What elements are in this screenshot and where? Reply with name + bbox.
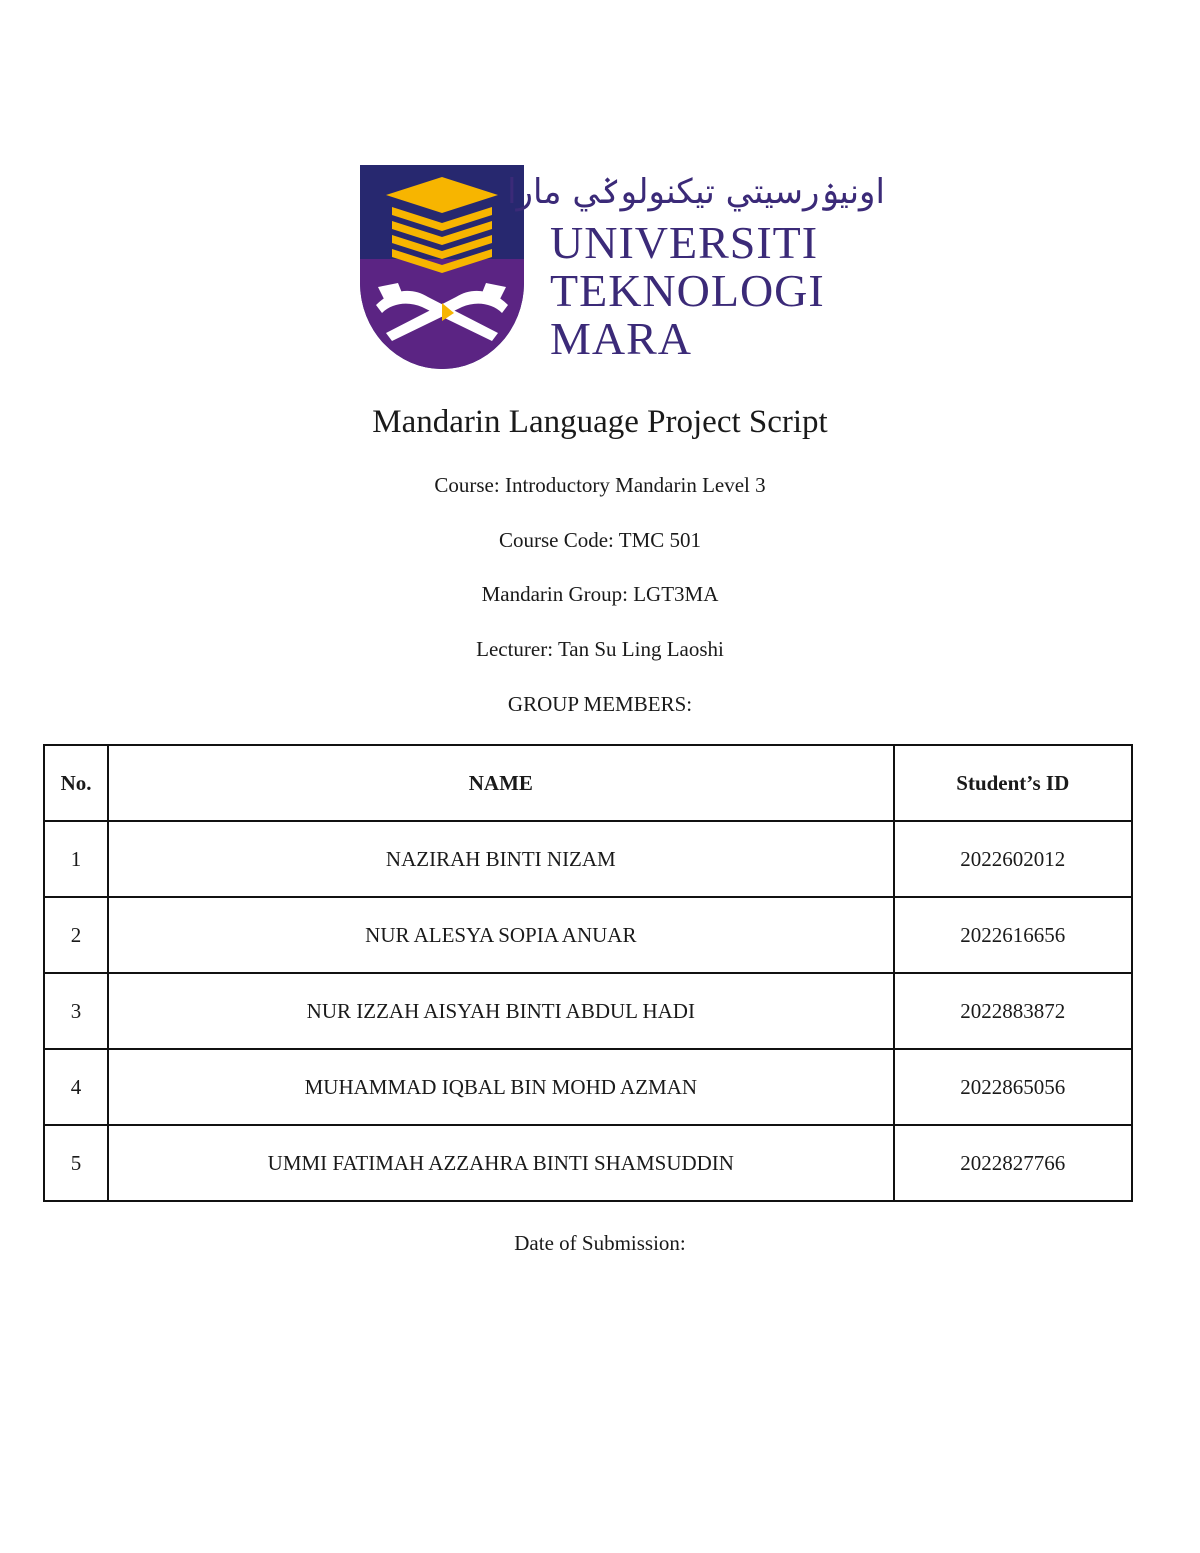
cell-name: UMMI FATIMAH AZZAHRA BINTI SHAMSUDDIN <box>108 1125 893 1201</box>
table-row <box>44 1125 1132 1201</box>
university-wordmark <box>550 219 825 363</box>
cell-no: 4 <box>44 1049 108 1125</box>
course-code-line: Course Code: TMC 501 <box>498 528 702 552</box>
table-row <box>44 973 1132 1049</box>
cell-name: MUHAMMAD IQBAL BIN MOHD AZMAN <box>108 1049 893 1125</box>
lecturer-line: Lecturer: Tan Su Ling Laoshi <box>476 637 724 661</box>
cell-name: NAZIRAH BINTI NIZAM <box>108 821 893 897</box>
wordmark-line-2: TEKNOLOGI <box>550 265 825 316</box>
cell-name: NUR IZZAH AISYAH BINTI ABDUL HADI <box>108 973 893 1049</box>
jawi-script-logo <box>507 163 885 215</box>
cell-no: 1 <box>44 821 108 897</box>
cell-no: 3 <box>44 973 108 1049</box>
mandarin-group-line: Mandarin Group: LGT3MA <box>481 582 719 606</box>
cell-no: 2 <box>44 897 108 973</box>
group-members-table <box>43 744 1133 1202</box>
cell-student-id: 2022865056 <box>894 1049 1132 1125</box>
cell-student-id: 2022602012 <box>894 821 1132 897</box>
cell-student-id: 2022616656 <box>894 897 1132 973</box>
group-members-label: GROUP MEMBERS: <box>507 692 693 716</box>
table-row <box>44 821 1132 897</box>
header-name: NAME <box>108 745 893 821</box>
table-row <box>44 897 1132 973</box>
uitm-logo <box>358 163 885 373</box>
cell-student-id: 2022827766 <box>894 1125 1132 1201</box>
cell-name: NUR ALESYA SOPIA ANUAR <box>108 897 893 973</box>
table-header-row <box>44 745 1132 821</box>
course-line: Course: Introductory Mandarin Level 3 <box>434 473 766 497</box>
date-of-submission: Date of Submission: <box>514 1231 686 1255</box>
table-row <box>44 1049 1132 1125</box>
cell-no: 5 <box>44 1125 108 1201</box>
wordmark-line-3: MARA <box>550 313 693 364</box>
header-student-id: Student’s ID <box>894 745 1132 821</box>
document-title: Mandarin Language Project Script <box>372 404 828 440</box>
wordmark-line-1: UNIVERSITI <box>550 217 819 268</box>
jawi-text: اونيۏرسيتي تيكنولوݢي مارا <box>507 172 885 212</box>
header-no: No. <box>44 745 108 821</box>
uitm-crest-icon <box>358 163 526 371</box>
cell-student-id: 2022883872 <box>894 973 1132 1049</box>
